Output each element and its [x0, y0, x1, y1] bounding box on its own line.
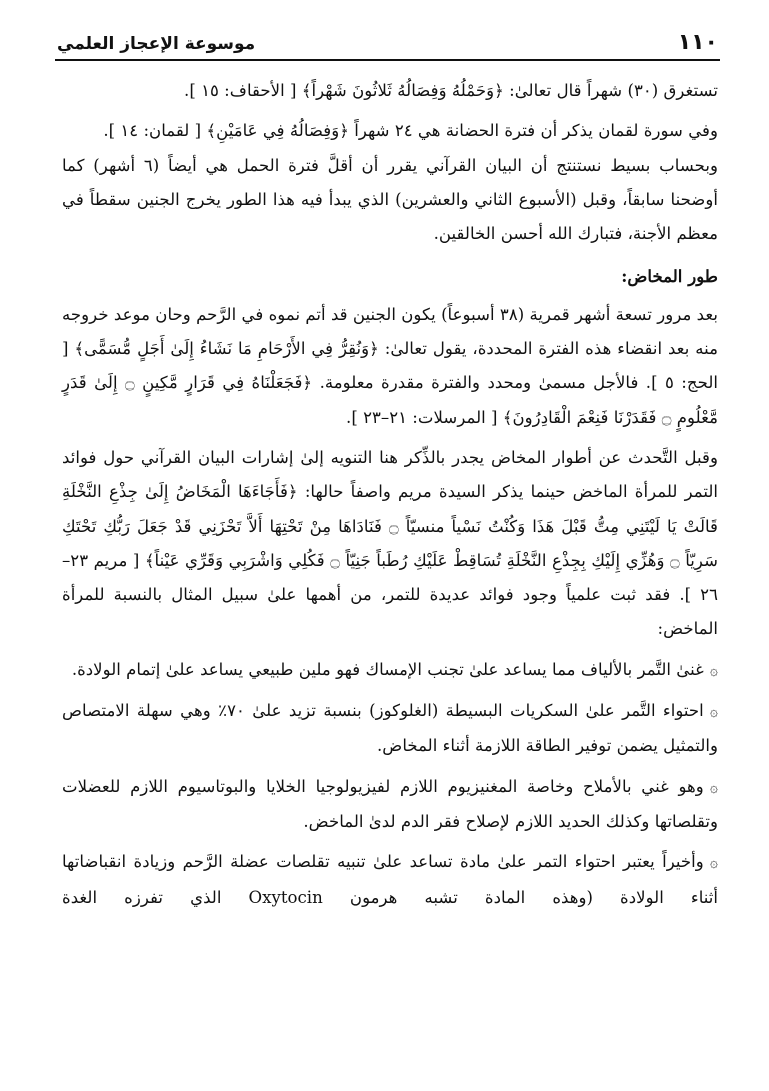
- bullet-item-2: [62, 694, 718, 764]
- paragraph-3: وبحساب بسيط نستنتج أن البيان القرآني يقرر أن أقلَّ فترة الحمل هي أيضاً (٦ أشهر) كما أوضحنا سابقاً، وقبل (الأسبوع الثاني والعشرين) الذي يبدأ فيه هذا الطور يخرج الجنين سقطاً في معظم الأجنة، فتبارك الله أحسن الخالقين.: [62, 155, 718, 244]
- bullet-text-4: وأخيراً يعتبر احتواء التمر علىٰ مادة تساعد علىٰ تنبيه تقلصات عضلة الرَّحم وزيادة انقباضاتها أثناء الولادة (وهذه المادة تشبه هرمون Oxytocin الذي تفرزه الغدة: [62, 852, 718, 907]
- paragraph-5: وقبل التَّحدث عن أطوار المخاض يجدر بالذِّكر هنا التنويه إلىٰ إشارات البيان القرآني حول فوائد التمر للمرأة الماخض حينما يذكر السيدة مريم واصفاً حالها: ﴿فَأَجَاءَهَا الْمَخَاضُ إِلَىٰ جِذْعِ النَّخْلَةِ قَالَتْ يَا لَيْتَنِي مِتُّ قَبْلَ هَذَا وَكُنْتُ نَسْياً منسيّاً ۝ فَنَادَاهَا مِنْ تَحْتِهَا أَلاَّ تَحْزَنِي قَدْ جَعَلَ رَبُّكِ تَحْتَكِ سَرِيّاً ۝ وَهُزِّي إِلَيْكِ بِجِذْعِ النَّخْلَةِ تُسَاقِطْ عَلَيْكِ رُطَباً جَنِيّاً ۝ فَكُلِي وَاشْرَبِي وَقَرِّي عَيْناً﴾ [ مريم ٢٣–٢٦ ]. فقد ثبت علمياً وجود فوائد عديدة للتمر، من أهمها علىٰ سبيل المثال بالنسبة للمرأة الماخض:: [62, 447, 718, 639]
- bullet-text-1: غنىٰ التَّمر بالألياف مما يساعد علىٰ تجنب الإمساك فهو ملين طبيعي يساعد علىٰ إتمام الولادة.: [71, 659, 704, 679]
- page-body: [62, 74, 718, 915]
- bullet-item-4: [62, 845, 718, 915]
- header-rule: [55, 59, 720, 61]
- paragraph-2: وفي سورة لقمان يذكر أن فترة الحضانة هي ٢٤ شهراً ﴿وَفِصَالُهُ فِي عَامَيْنِ﴾ [ لقمان: ١٤ ].: [103, 121, 718, 141]
- paragraph-1: تستغرق (٣٠) شهراً قال تعالىٰ: ﴿وَحَمْلُهُ وَفِصَالُهُ ثَلاثُونَ شَهْراً﴾ [ الأحقاف: ١٥ ].: [184, 81, 718, 100]
- paragraph-4: بعد مرور تسعة أشهر قمرية (٣٨ أسبوعاً) يكون الجنين قد أتم نموه في الرَّحم وحان موعد خروجه منه بعد انقضاء هذه الفترة المحددة، يقول تعالىٰ: ﴿وَنُقِرُّ فِي الأَرْحَامِ مَا نَشَاءُ إِلَىٰ أَجَلٍ مُّسَمًّى﴾ [ الحج: ٥ ]. فالأجل مسمىٰ ومحدد والفترة مقدرة معلومة. ﴿فَجَعَلْنَاهُ فِي قَرَارٍ مَّكِينٍ ۝ إِلَىٰ قَدَرٍ مَّعْلُومٍ ۝ فَقَدَرْنَا فَنِعْمَ الْقَادِرُونَ﴾ [ المرسلات: ٢١–٢٣ ].: [62, 304, 719, 427]
- bullet-ornament-icon: ۞: [709, 779, 718, 796]
- bullet-ornament-icon: ۞: [709, 855, 718, 872]
- bullet-text-2: احتواء التَّمر علىٰ السكريات البسيطة (الغلوكوز) بنسبة تزيد علىٰ ٧٠٪ وهي سهلة الامتصاص والتمثيل يضمن توفير الطاقة اللازمة أثناء المخاض.: [62, 701, 718, 756]
- bullet-ornament-icon: ۞: [709, 662, 718, 679]
- page-header: [55, 26, 720, 62]
- bullet-item-1: [62, 653, 718, 688]
- bullet-ornament-icon: ۞: [709, 704, 718, 721]
- book-title: موسوعة الإعجاز العلمي: [57, 34, 256, 54]
- page-number: ١١٠: [677, 30, 718, 55]
- bullet-item-3: [62, 770, 718, 840]
- bullet-text-3: وهو غني بالأملاح وخاصة المغنيزيوم اللازم لفيزيولوجيا الخلايا والبوتاسيوم اللازم للعضلات وتقلصاتها وكذلك الحديد اللازم لإصلاح فقر الدم لدىٰ الماخض.: [62, 776, 718, 831]
- section-heading: طور المخاض:: [621, 266, 718, 287]
